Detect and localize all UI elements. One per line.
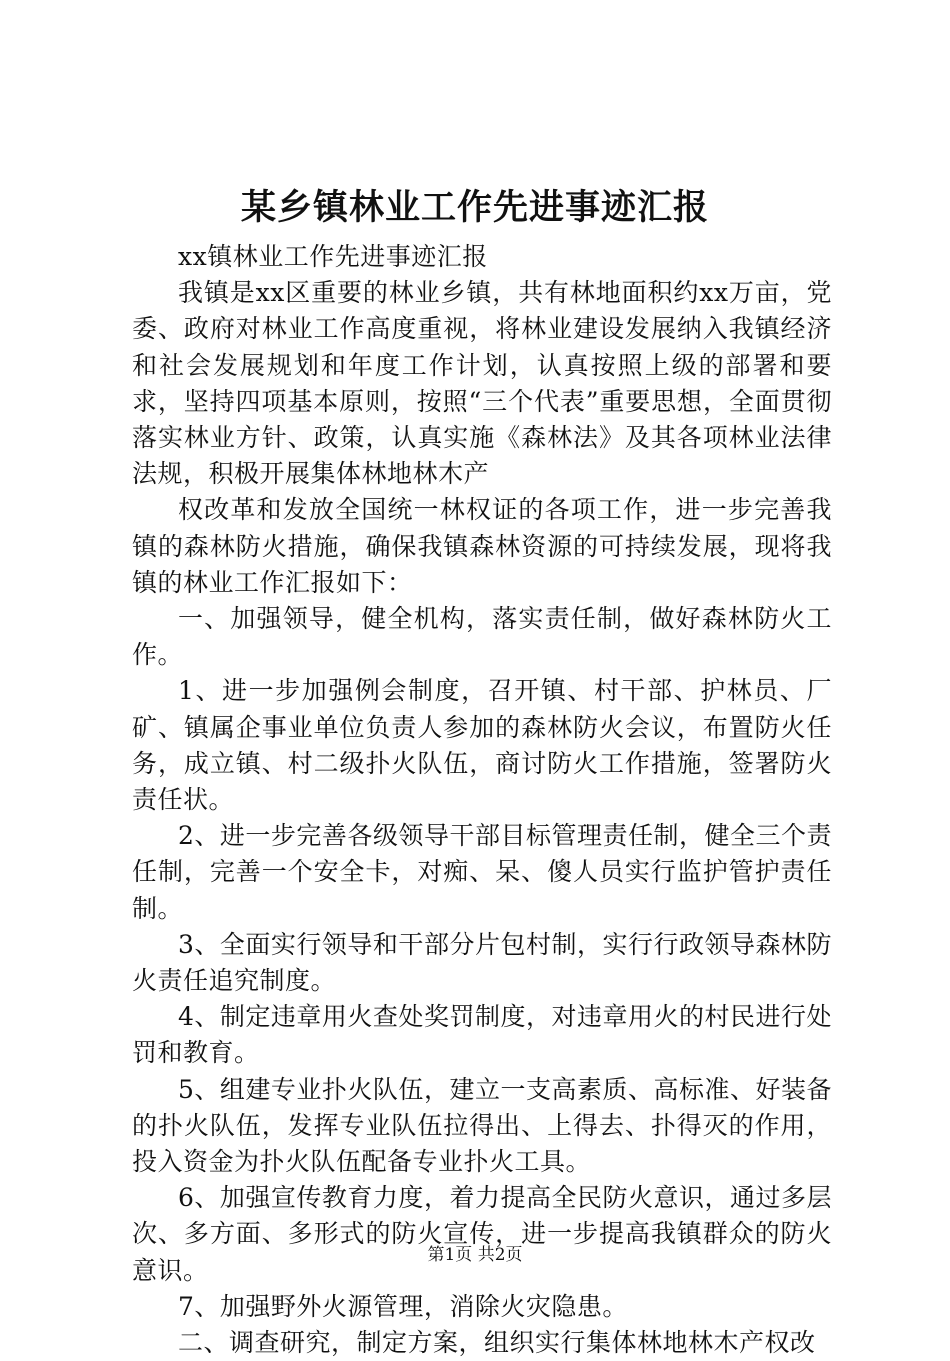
list-item: 1、进一步加强例会制度，召开镇、村干部、护林员、厂矿、镇属企事业单位负责人参加的森林防火会议，布置防火任务，成立镇、村二级扑火队伍，商讨防火工作措施，签署防火责任状。	[132, 676, 832, 815]
section-heading-2: 二、调查研究，制定方案，组织实行集体林地林木产权改	[178, 1328, 816, 1358]
paragraph-intro-continued: 权改革和发放全国统一林权证的各项工作，进一步完善我镇的森林防火措施，确保我镇森林资源的可持续发展，现将我镇的林业工作汇报如下：	[132, 495, 832, 597]
paragraph-subtitle: xx镇林业工作先进事迹汇报	[178, 242, 488, 271]
paragraph-intro: 我镇是xx区重要的林业乡镇，共有林地面积约xx万亩，党委、政府对林业工作高度重视，将林业建设发展纳入我镇经济和社会发展规划和年度工作计划，认真按照上级的部署和要求，坚持四项基本原则，按照“三个代表”重要思想，全面贯彻落实林业方针、政策，认真实施《森林法》及其各项林业法律法规，积极开展集体林地林木产	[132, 278, 832, 489]
page-number: 第1页 共2页	[427, 1245, 523, 1265]
document-body	[132, 239, 832, 1361]
document-title: 某乡镇林业工作先进事迹汇报	[240, 187, 709, 228]
list-item: 3、全面实行领导和干部分片包村制，实行行政领导森林防火责任追究制度。	[132, 929, 832, 996]
list-item: 4、制定违章用火查处奖罚制度，对违章用火的村民进行处罚和教育。	[132, 1002, 832, 1068]
section-heading-1: 一、加强领导，健全机构，落实责任制，做好森林防火工作。	[132, 604, 832, 670]
page-footer	[0, 1243, 950, 1267]
list-item: 5、组建专业扑火队伍，建立一支高素质、高标准、好装备的扑火队伍，发挥专业队伍拉得出、上得去、扑得灭的作用，投入资金为扑火队伍配备专业扑火工具。	[132, 1074, 832, 1177]
list-item: 2、进一步完善各级领导干部目标管理责任制，健全三个责任制，完善一个安全卡，对痴、呆、傻人员实行监护管护责任制。	[132, 821, 832, 923]
list-item: 6、加强宣传教育力度，着力提高全民防火意识，通过多层次、多方面、多形式的防火宣传，进一步提高我镇群众的防火意识。	[132, 1183, 832, 1285]
list-item: 7、加强野外火源管理，消除火灾隐患。	[178, 1291, 628, 1321]
